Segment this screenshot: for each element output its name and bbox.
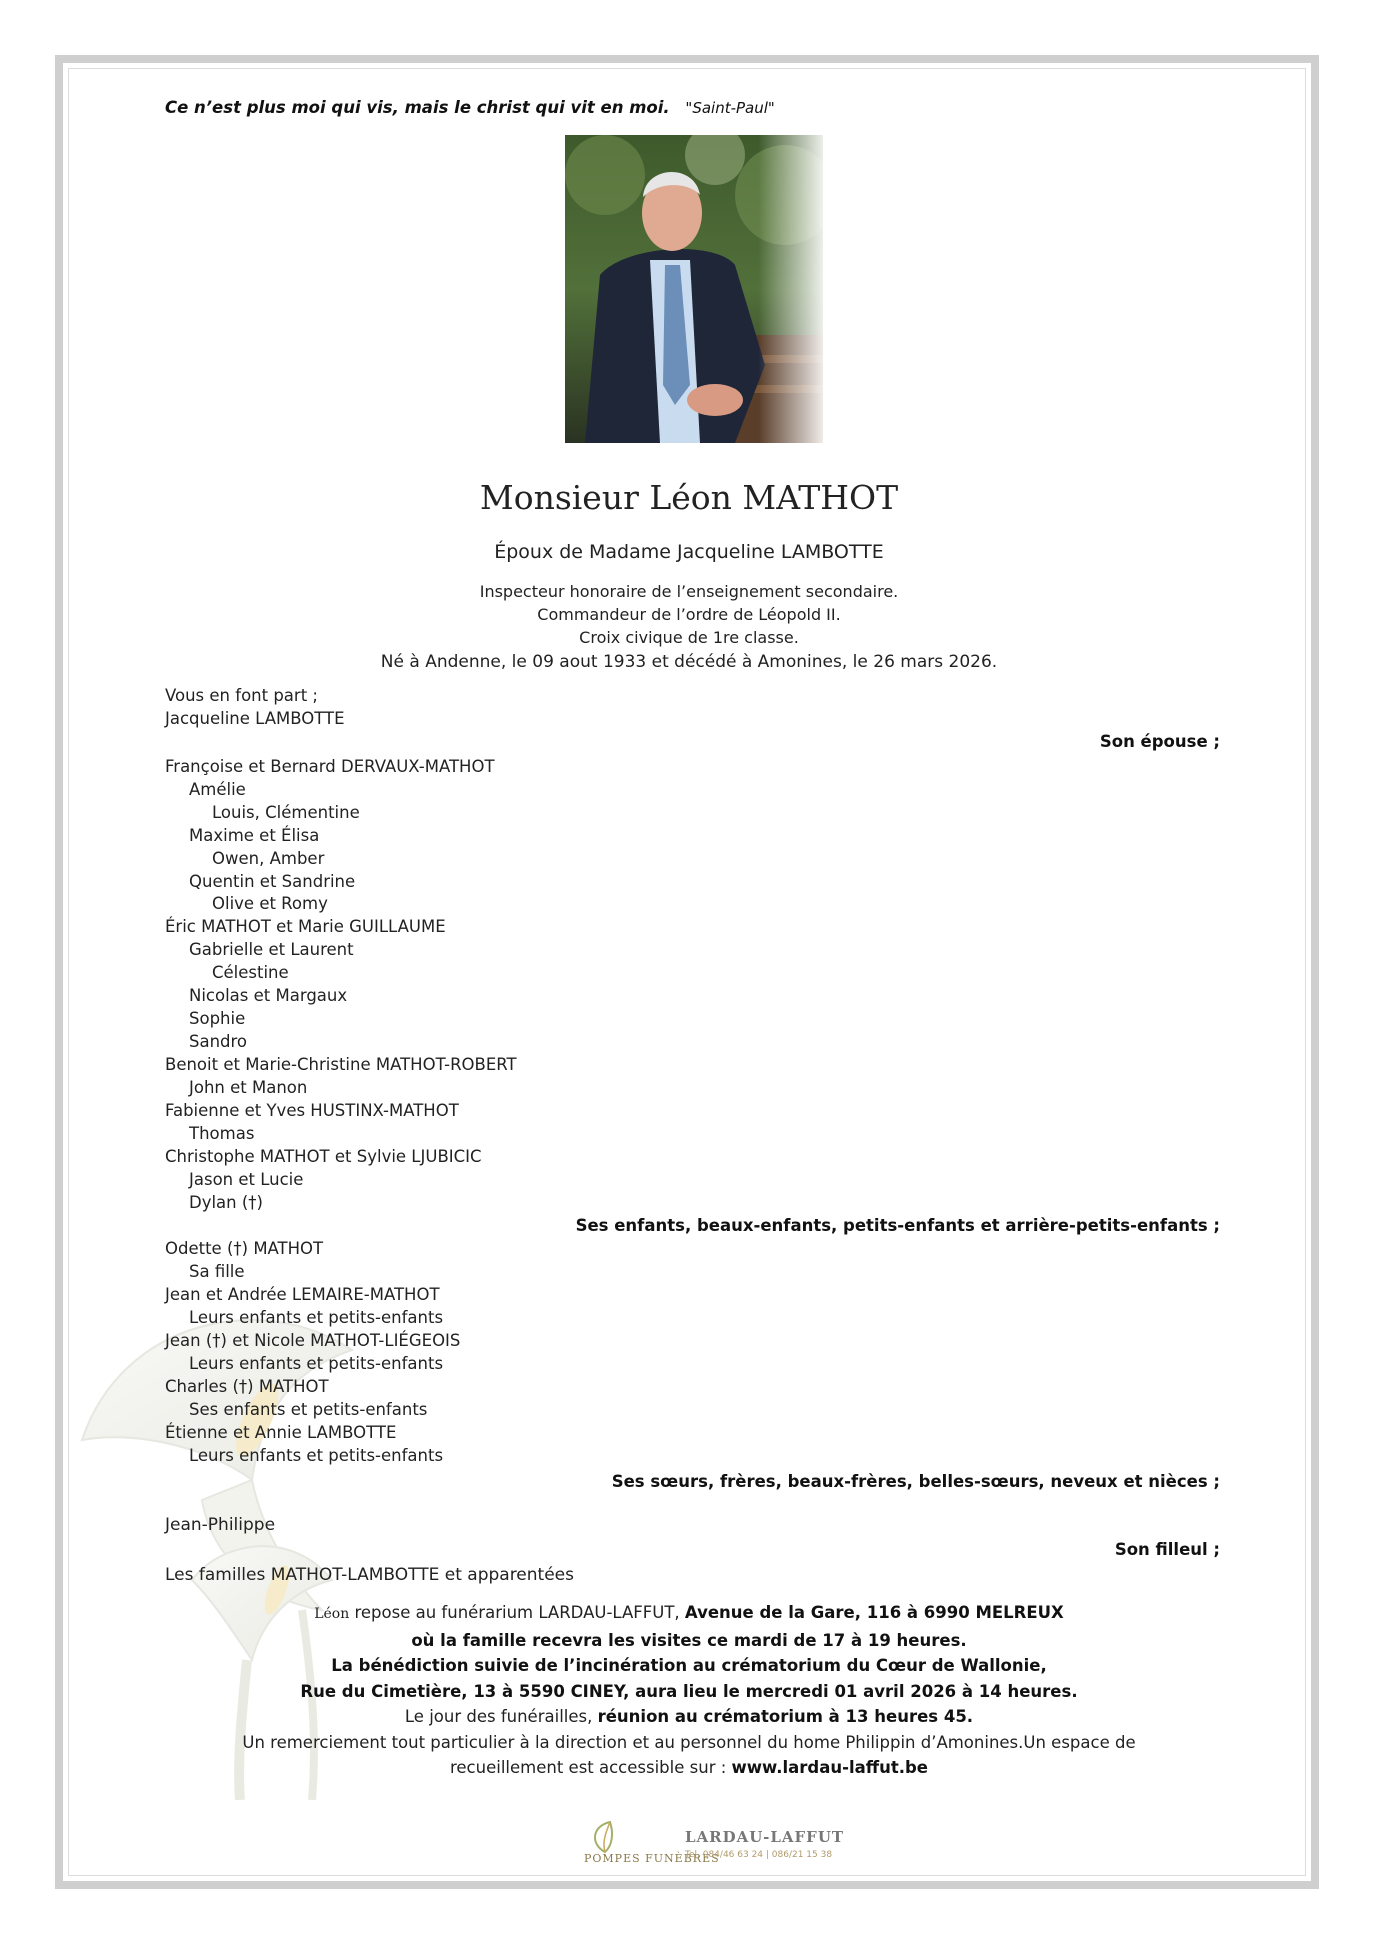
- related-families: Les familles MATHOT-LAMBOTTE et apparentées: [165, 1565, 574, 1585]
- first-name: Léon: [314, 1606, 350, 1622]
- deceased-titles: [0, 580, 1378, 674]
- family-member: Ses enfants et petits-enfants: [189, 1400, 428, 1419]
- family-member: Christophe MATHOT et Sylvie LJUBICIC: [165, 1147, 482, 1166]
- children-label: Ses enfants, beaux-enfants, petits-enfants et arrière-petits-enfants ;: [575, 1216, 1220, 1235]
- blessing-line: La bénédiction suivie de l’incinération au crématorium du Cœur de Wallonie,: [331, 1656, 1047, 1675]
- meeting-text: réunion au crématorium à 13 heures 45.: [597, 1707, 974, 1726]
- rest-text: repose au funérarium LARDAU-LAFFUT,: [349, 1603, 685, 1622]
- family-member: Jean et Andrée LEMAIRE-MATHOT: [165, 1285, 440, 1304]
- funeral-home-logo: [570, 1820, 850, 1870]
- family-member: Amélie: [189, 780, 246, 799]
- family-member: Sophie: [189, 1009, 246, 1028]
- family-member: Sa fille: [189, 1262, 245, 1281]
- family-member: Sandro: [189, 1032, 248, 1051]
- godson: Jean-Philippe: [165, 1515, 276, 1535]
- family-member: Leurs enfants et petits-enfants: [189, 1308, 444, 1327]
- family-member: Owen, Amber: [212, 849, 325, 868]
- thanks-line: Un remerciement tout particulier à la direction et au personnel du home Philippin d’Amonines.Un espace de: [242, 1732, 1136, 1752]
- epigraph: [165, 98, 775, 117]
- birth-death-line: Né à Andenne, le 09 aout 1933 et décédé à Amonines, le 26 mars 2026.: [380, 652, 998, 672]
- family-member: Olive et Romy: [212, 894, 328, 913]
- family-member: Jacqueline LAMBOTTE: [165, 709, 345, 728]
- deceased-name: Monsieur Léon MATHOT: [479, 478, 899, 517]
- family-member: Jean (†) et Nicole MATHOT-LIÉGEOIS: [165, 1331, 461, 1350]
- epigraph-quote: Ce n’est plus moi qui vis, mais le christ qui vit en moi.: [165, 98, 670, 117]
- godson-label: Son filleul ;: [1114, 1540, 1220, 1559]
- title-line: Inspecteur honoraire de l’enseignement secondaire.: [479, 582, 899, 601]
- title-line: Commandeur de l’ordre de Léopold II.: [537, 605, 841, 624]
- family-member: Éric MATHOT et Marie GUILLAUME: [165, 917, 446, 936]
- family-member: Dylan (†): [189, 1193, 263, 1212]
- family-member: Thomas: [189, 1124, 255, 1143]
- meeting-line: [0, 1704, 1378, 1730]
- brand-name: LARDAU-LAFFUT: [685, 1828, 845, 1846]
- family-member: Nicolas et Margaux: [189, 986, 348, 1005]
- family-member: Leurs enfants et petits-enfants: [189, 1446, 444, 1465]
- visits-line: où la famille recevra les visites ce mardi de 17 à 19 heures.: [411, 1630, 967, 1650]
- family-member: Leurs enfants et petits-enfants: [189, 1354, 444, 1373]
- funerarium-address: Avenue de la Gare, 116 à 6990 MELREUX: [684, 1603, 1064, 1622]
- family-member: Fabienne et Yves HUSTINX-MATHOT: [165, 1101, 459, 1120]
- spouse-line: Époux de Madame Jacqueline LAMBOTTE: [494, 541, 884, 563]
- funeral-rest-line: [0, 1600, 1378, 1628]
- siblings-label: Ses sœurs, frères, beaux-frères, belles-sœurs, neveux et nièces ;: [611, 1472, 1220, 1491]
- leaf-logo-icon: [580, 1820, 630, 1854]
- family-member: Étienne et Annie LAMBOTTE: [165, 1423, 397, 1442]
- ceremony-line: Rue du Cimetière, 13 à 5590 CINEY, aura lieu le mercredi 01 avril 2026 à 14 heures.: [300, 1681, 1078, 1701]
- family-member: Gabrielle et Laurent: [189, 940, 354, 959]
- family-member: Benoit et Marie-Christine MATHOT-ROBERT: [165, 1055, 517, 1074]
- family-member: Charles (†) MATHOT: [165, 1377, 329, 1396]
- portrait-photo: [565, 135, 823, 443]
- family-member: Jason et Lucie: [189, 1170, 304, 1189]
- recueil-prefix: recueillement est accessible sur :: [449, 1758, 732, 1777]
- family-member: Célestine: [212, 963, 289, 982]
- family-intro: Vous en font part ;: [165, 686, 318, 705]
- pompes-funebres-text: POMPES FUNÈBRES: [584, 1852, 720, 1865]
- funeral-details: [0, 1600, 1378, 1781]
- brand-phone: Tel. 084/46 63 24 | 086/21 15 38: [685, 1850, 833, 1860]
- recueil-line: [0, 1755, 1378, 1781]
- family-member: John et Manon: [189, 1078, 308, 1097]
- family-member: Maxime et Élisa: [189, 826, 320, 845]
- website-link[interactable]: www.lardau-laffut.be: [731, 1758, 929, 1777]
- family-member: Quentin et Sandrine: [189, 872, 356, 891]
- family-member: Françoise et Bernard DERVAUX-MATHOT: [165, 757, 495, 776]
- family-member: Louis, Clémentine: [212, 803, 360, 822]
- epigraph-source: "Saint-Paul": [685, 99, 775, 117]
- family-member: Odette (†) MATHOT: [165, 1239, 324, 1258]
- spouse-label: Son épouse ;: [1099, 732, 1220, 751]
- meeting-prefix: Le jour des funérailles,: [404, 1707, 598, 1726]
- title-line: Croix civique de 1re classe.: [579, 628, 799, 647]
